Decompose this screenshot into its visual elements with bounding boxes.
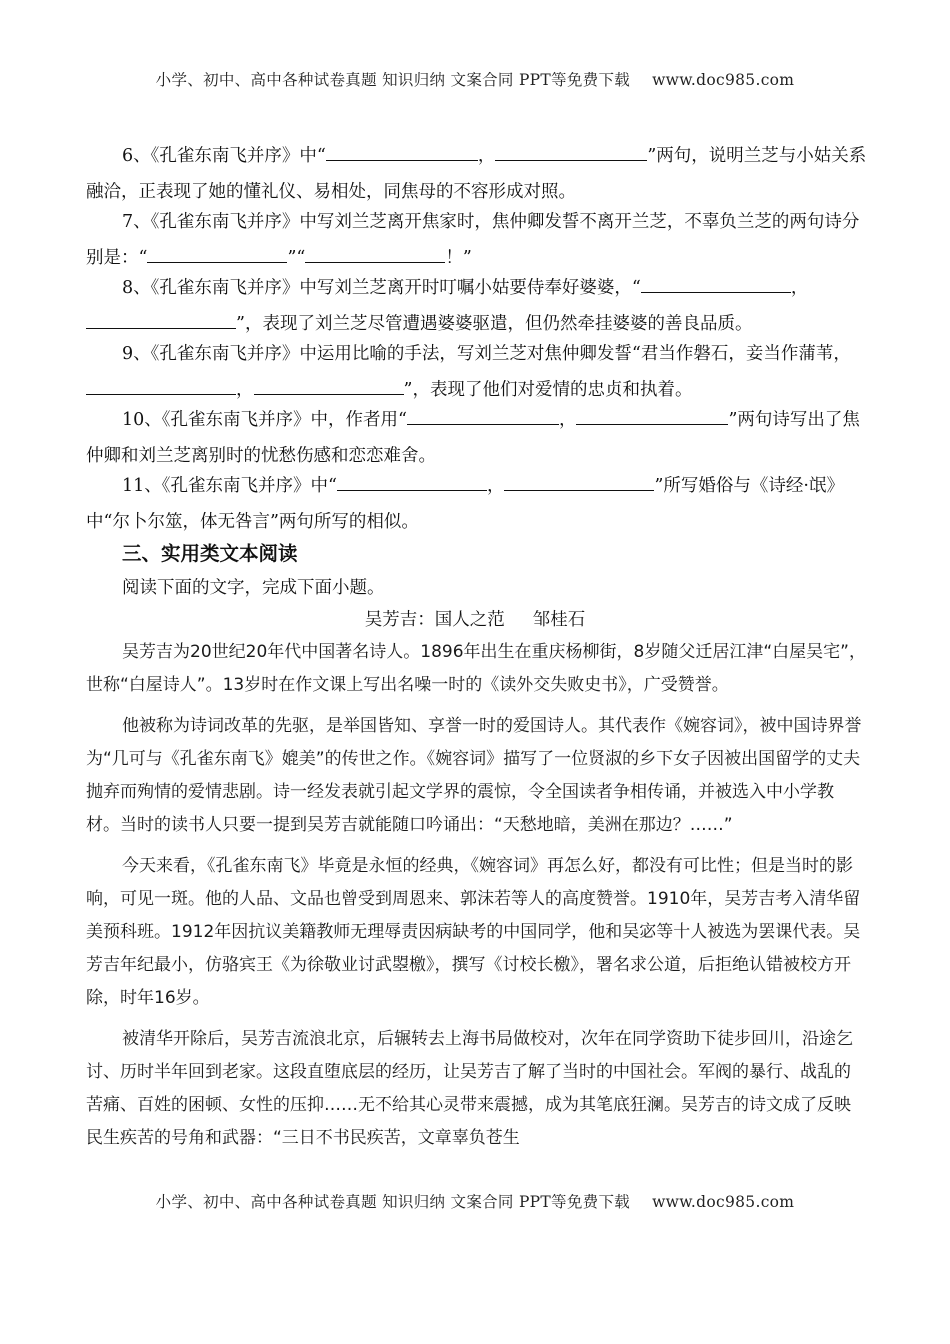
q8-text-start: 8、《孔雀东南飞并序》中写刘兰芝离开时叮嘱小姑要侍奉好婆婆，“	[122, 278, 641, 298]
article-heading	[0, 606, 950, 631]
q10-blank-1[interactable]	[407, 423, 559, 425]
q6-text-start: 6、《孔雀东南飞并序》中“	[122, 146, 326, 166]
article-paragraph-2: 他被称为诗词改革的先驱，是举国皆知、享誉一时的爱国诗人。其代表作《婉容词》，被中国诗界誉为“几可与《孔雀东南飞》媲美”的传世之作。《婉容词》描写了一位贤淑的乡下女子因被出国留学的丈夫抛弃而殉情的爱情悲剧。诗一经发表就引起文学界的震惊，令全国读者争相传诵，并被选入中小学教材。当时的读书人只要一提到吴芳吉就能随口吟诵出：“天愁地暗，美洲在那边？……”	[86, 716, 862, 835]
q10-comma: ，	[558, 410, 577, 430]
q11-blank-1[interactable]	[337, 489, 487, 491]
q10-text-start: 10、《孔雀东南飞并序》中，作者用“	[122, 410, 407, 430]
article-paragraph-1: 吴芳吉为20世纪20年代中国著名诗人。1896年出生在重庆杨柳街，8岁随父迁居江津“白屋吴宅”，世称“白屋诗人”。13岁时在作文课上写出名噪一时的《读外交失败史书》，广受赞誉。	[86, 642, 866, 695]
question-8	[86, 270, 868, 342]
header-url[interactable]: www.doc985.com	[652, 71, 795, 89]
section-title: 三、实用类文本阅读	[122, 542, 298, 565]
q11-text-end: ”所写婚俗与《诗经·氓》中“尔卜尔筮，体无咎言”两句所写的相似。	[86, 476, 844, 532]
q6-text-end: ”两句，说明兰芝与小姑关系融洽，正表现了她的懂礼仪、易相处，同焦母的不容形成对照。	[86, 146, 867, 202]
question-6	[86, 138, 868, 210]
q9-blank-2[interactable]	[254, 393, 404, 395]
q8-text-end: ”，表现了刘兰芝尽管遭遇婆婆驱遣，但仍然牵挂婆婆的善良品质。	[236, 314, 753, 334]
q7-blank-1[interactable]	[147, 261, 287, 263]
q11-blank-2[interactable]	[504, 489, 654, 491]
q6-blank-1[interactable]	[326, 159, 478, 161]
q6-comma: ，	[477, 146, 496, 166]
q8-comma: ，	[790, 278, 809, 298]
q11-comma: ，	[486, 476, 505, 496]
q10-text-end: ”两句诗写出了焦仲卿和刘兰芝离别时的忧愁伤感和恋恋难舍。	[86, 410, 860, 466]
footer-text: 小学、初中、高中各种试卷真题 知识归纳 文案合同 PPT等免费下载	[155, 1193, 631, 1211]
q9-blank-1[interactable]	[86, 393, 236, 395]
q7-blank-2[interactable]	[305, 261, 445, 263]
page-header	[0, 68, 950, 90]
q7-text-mid: ”“	[287, 248, 306, 268]
question-10	[86, 402, 868, 474]
article-title: 吴芳吉：国人之范	[364, 610, 505, 630]
q7-text-end: ！”	[445, 248, 472, 268]
q6-blank-2[interactable]	[495, 159, 647, 161]
q11-text-start: 11、《孔雀东南飞并序》中“	[122, 476, 337, 496]
question-7	[86, 204, 868, 276]
question-11	[86, 468, 868, 540]
article-paragraph-3: 今天来看，《孔雀东南飞》毕竟是永恒的经典，《婉容词》再怎么好，都没有可比性；但是当时的影响，可见一斑。他的人品、文品也曾受到周恩来、郭沫若等人的高度赞誉。1910年，吴芳吉考入清华留美预科班。1912年因抗议美籍教师无理辱责因病缺考的中国同学，他和吴宓等十人被选为罢课代表。吴芳吉年纪最小，仿骆宾王《为徐敬业讨武曌檄》，撰写《讨校长檄》，署名求公道，后拒绝认错被校方开除，时年16岁。	[86, 856, 861, 1008]
q10-blank-2[interactable]	[576, 423, 728, 425]
q9-text-end: ”，表现了他们对爱情的忠贞和执着。	[403, 380, 693, 400]
footer-url[interactable]: www.doc985.com	[652, 1193, 795, 1211]
article-author: 邹桂石	[532, 610, 586, 630]
article-body	[86, 636, 866, 1155]
question-9	[86, 336, 868, 408]
header-text: 小学、初中、高中各种试卷真题 知识归纳 文案合同 PPT等免费下载	[155, 71, 631, 89]
q9-comma: ，	[236, 380, 254, 400]
reading-instruction: 阅读下面的文字，完成下面小题。	[122, 578, 385, 598]
q7-text-start: 7、《孔雀东南飞并序》中写刘兰芝离开焦家时，焦仲卿发誓不离开兰芝，不辜负兰芝的两句诗分别是：“	[86, 212, 860, 268]
q8-blank-2[interactable]	[86, 327, 236, 329]
article-paragraph-4: 被清华开除后，吴芳吉流浪北京，后辗转去上海书局做校对，次年在同学资助下徒步回川，沿途乞讨、历时半年回到老家。这段直堕底层的经历，让吴芳吉了解了当时的中国社会。军阀的暴行、战乱的苦痛、百姓的困顿、女性的压抑……无不给其心灵带来震撼，成为其笔底狂澜。吴芳吉的诗文成了反映民生疾苦的号角和武器：“三日不书民疾苦，文章辜负苍生	[86, 1029, 853, 1148]
q8-blank-1[interactable]	[641, 291, 791, 293]
q9-text-start: 9、《孔雀东南飞并序》中运用比喻的手法，写刘兰芝对焦仲卿发誓“君当作磐石，妾当作蒲苇，	[122, 344, 851, 364]
page-footer	[0, 1190, 950, 1212]
